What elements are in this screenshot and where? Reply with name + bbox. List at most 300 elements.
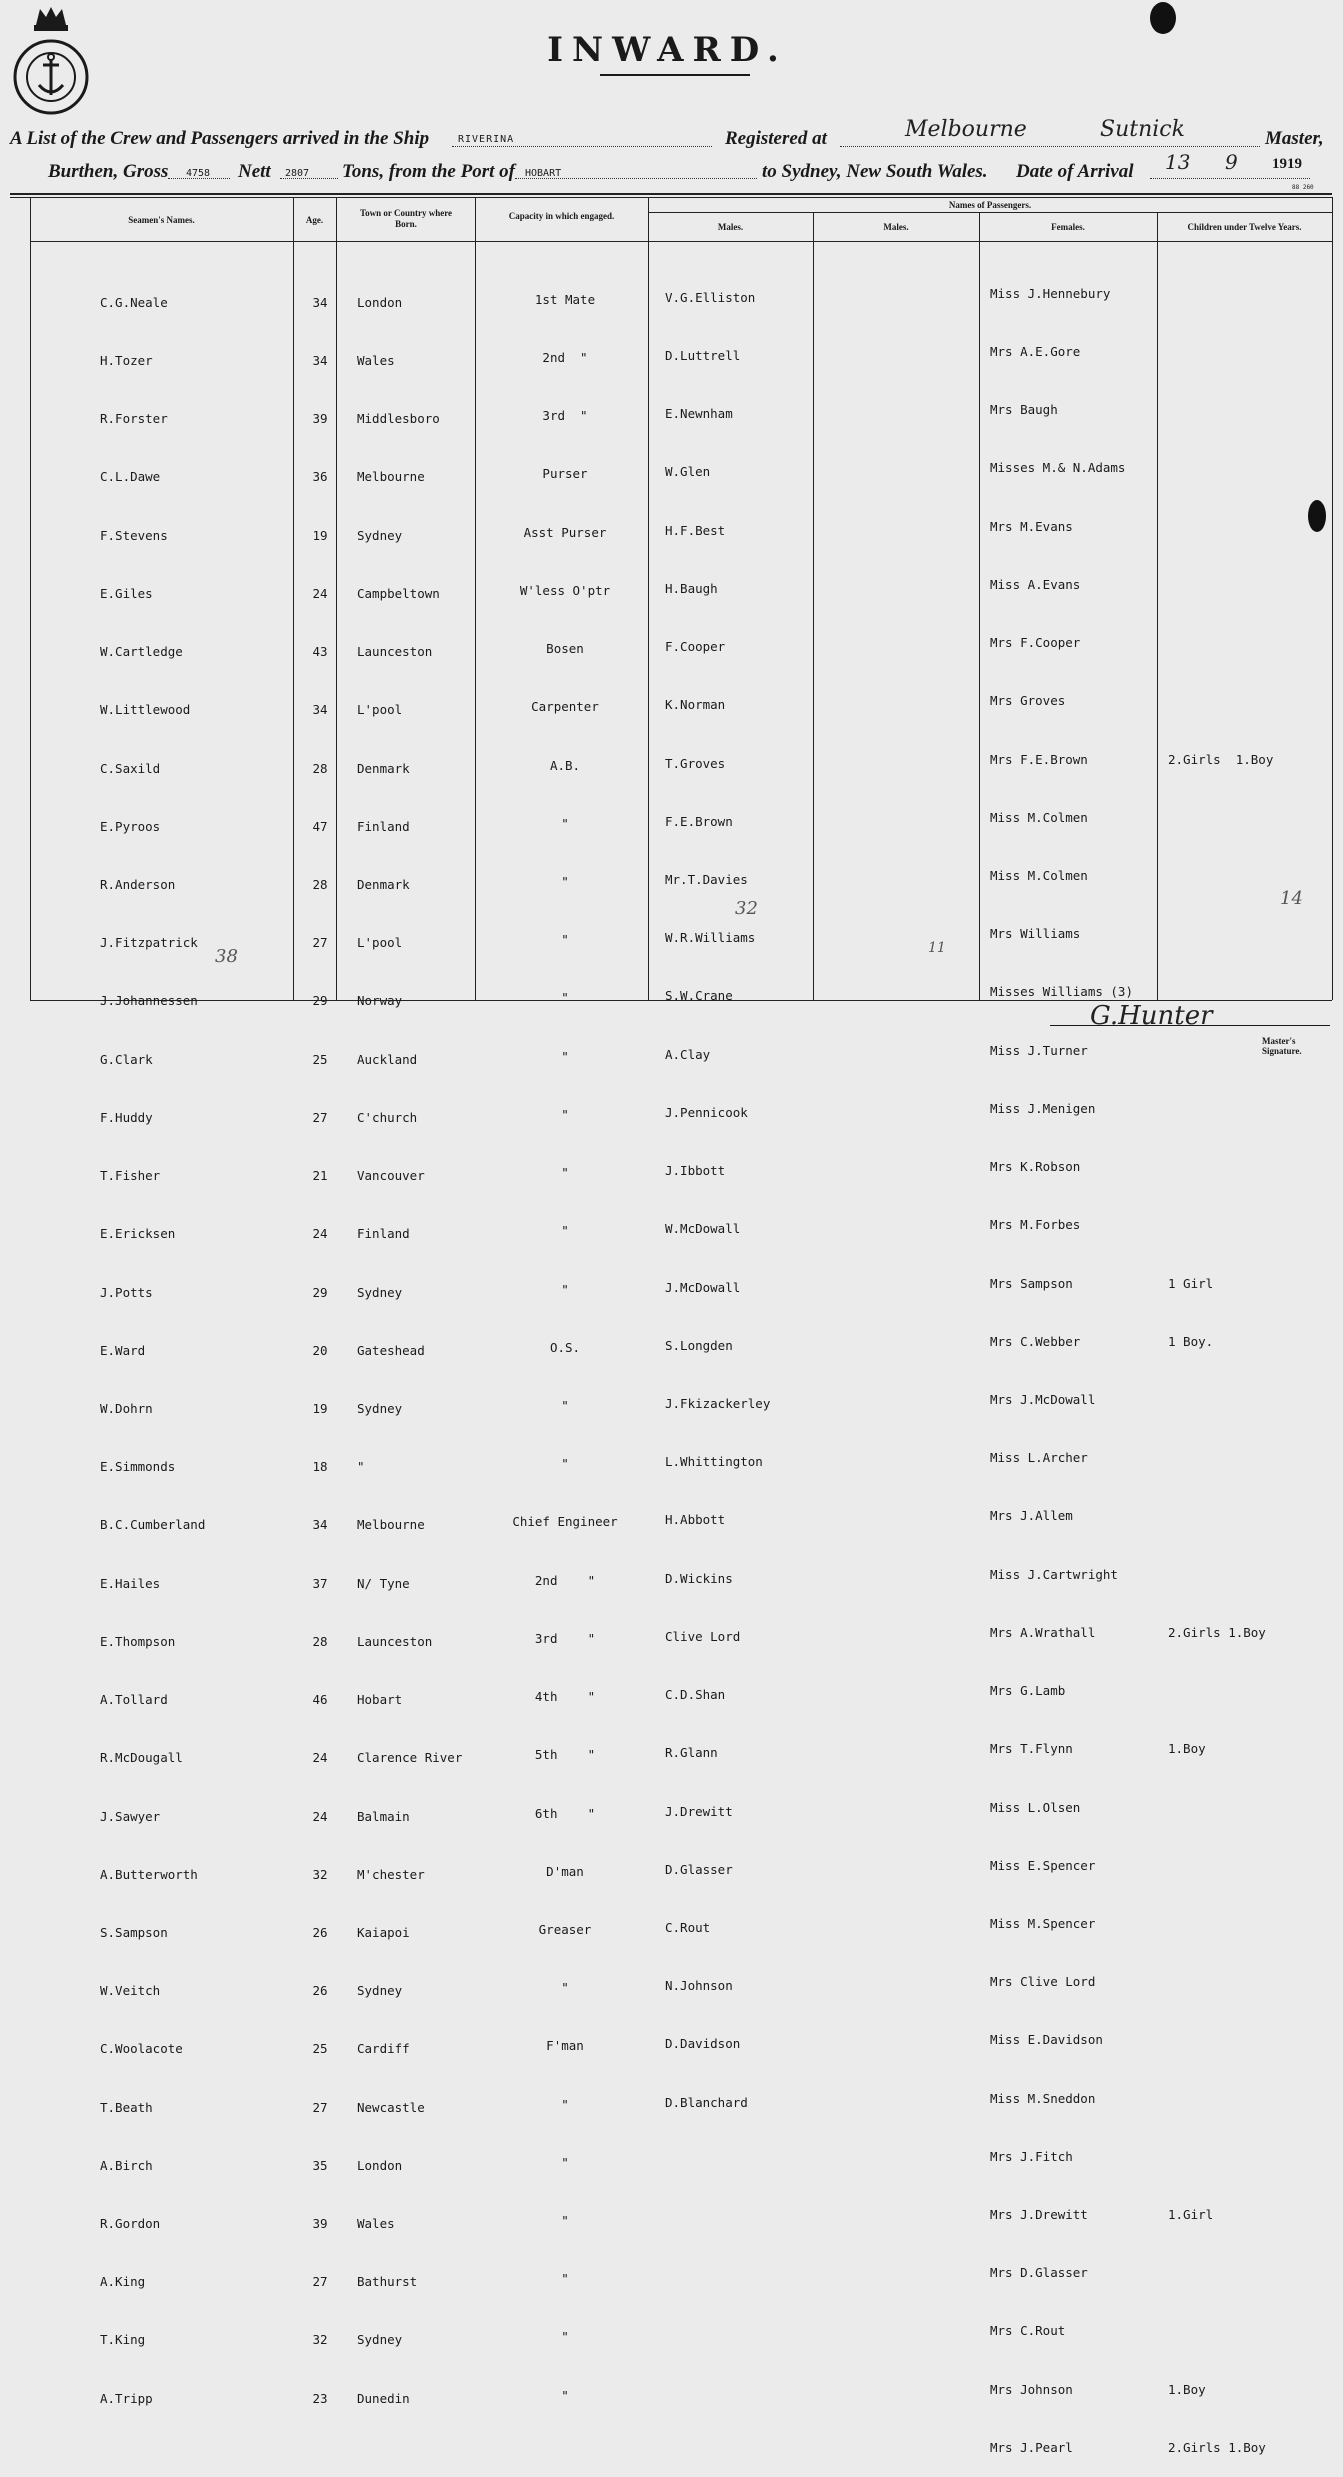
children-entry: 1.Boy [1168,1741,1206,1757]
children-entry [1168,458,1343,477]
crew-town: Auckland [357,1051,418,1067]
crew-town: Sydney [357,1983,403,1999]
female-passenger: Miss J.Cartwright [990,1566,1118,1582]
crew-name: R.Gordon [100,2216,161,2232]
crew-name: J.Potts [100,1284,153,1300]
crew-age: 27 [312,935,328,951]
crew-name: C.G.Neale [100,294,168,310]
crew-age: 19 [312,527,328,543]
female-passenger: Mrs Johnson [990,2381,1073,2397]
crew-age: 27 [312,2099,328,2115]
female-passenger: Miss M.Colmen [990,868,1088,883]
crew-age: 24 [312,1808,328,1824]
crew-capacity: Carpenter [531,699,599,715]
crew-capacity: Purser [542,466,588,482]
children-entry [1168,866,1343,885]
crew-town: London [357,2157,403,2173]
crew-capacity: " [561,2271,569,2287]
crew-name: F.Huddy [100,1109,153,1125]
male-passenger: W.R.Williams [665,930,756,946]
crew-town: Wales [357,2216,395,2232]
children-entry: 1.Girl [1168,2207,1214,2223]
crew-town: L'pool [357,935,403,951]
female-passenger: Mrs A.E.Gore [990,344,1081,360]
children-entry [1168,633,1343,652]
crew-age: 19 [312,1400,328,1416]
female-passenger: Miss J.Turner [990,1042,1088,1058]
children-entry [1168,1798,1343,1817]
crew-age: 29 [312,1284,328,1300]
crew-name: T.Fisher [100,1168,161,1184]
male-passenger: D.Luttrell [665,348,741,364]
passenger-header-rule [648,212,1332,213]
female-passenger: Miss J.Hennebury [990,285,1111,301]
signature-label: Master's Signature. [1262,1036,1302,1056]
crew-age: 35 [312,2157,328,2173]
crew-town: Finland [357,818,410,834]
crew-town: Norway [357,993,403,1009]
female-passenger: Mrs J.McDowall [990,1391,1096,1407]
crew-ages-column [305,254,335,2428]
crew-capacity: " [561,2387,569,2403]
crew-age: 36 [312,469,328,485]
crew-name: G.Clark [100,1051,153,1067]
crew-town: Denmark [357,760,410,776]
crew-age: 20 [312,1342,328,1358]
arrival-year: 1919 [1272,156,1302,172]
female-passenger: Mrs C.Webber [990,1333,1081,1349]
children-entry [1168,1681,1343,1700]
from-port: HOBART [525,168,562,179]
male-passenger: H.F.Best [665,522,726,538]
female-passenger: Mrs Baugh [990,402,1058,418]
crew-capacity: 5th " [534,1747,596,1763]
crew-name: T.Beath [100,2099,153,2115]
crew-town: London [357,294,403,310]
female-passenger: Miss L.Archer [990,1450,1088,1466]
female-passenger: Miss E.Davidson [990,2032,1103,2048]
female-passenger: Mrs M.Forbes [990,1217,1081,1233]
crew-name: J.Johannessen [100,993,198,1009]
children-entry [1168,2030,1343,2049]
crew-capacity: " [561,1223,569,1239]
crew-age: 25 [312,1051,328,1067]
crew-age: 23 [312,2390,328,2406]
crew-capacity: A.B. [549,757,581,773]
crew-capacity: " [561,2329,569,2345]
crew-capacity: " [561,932,569,948]
children-column [1160,245,1343,2477]
male-passenger: T.Groves [665,755,726,771]
crew-name: H.Tozer [100,353,153,369]
children-entry [1168,1157,1343,1176]
children-entry [1168,1215,1343,1234]
children-entry [1168,1390,1343,1409]
crew-name: J.Fitzpatrick [100,935,198,951]
female-passenger: Mrs J.Drewitt [990,2207,1088,2223]
female-passenger: Mrs J.Pearl [990,2439,1073,2455]
gross-tons: 4758 [186,168,211,179]
pencil-count-crew: 38 [215,946,238,967]
crew-capacity-column [485,251,645,2425]
crew-towns-column [357,254,477,2428]
crew-age: 28 [312,760,328,776]
crew-age: 26 [312,1983,328,1999]
crew-town: Sydney [357,1284,403,1300]
male-passenger: D.Blanchard [665,2094,748,2110]
crew-age: 18 [312,1459,328,1475]
crew-age: 26 [312,1924,328,1940]
header-age: Age. [305,215,324,225]
crew-age: 24 [312,1226,328,1242]
female-passenger: Mrs T.Flynn [990,1741,1073,1757]
children-entry: 2.Girls 1.Boy [1168,1624,1266,1640]
crew-name: B.C.Cumberland [100,1517,206,1533]
crew-age: 27 [312,1109,328,1125]
arrival-month: 9 [1225,150,1238,174]
male-passengers-column [665,249,815,2131]
crew-town: Denmark [357,877,410,892]
crew-town: Newcastle [357,2099,425,2115]
female-passenger: Miss M.Sneddon [990,2090,1096,2106]
crew-capacity: 2nd " [542,350,588,366]
crew-capacity: 2nd " [534,1572,596,1588]
crew-age: 43 [312,644,328,660]
children-entry: 1 Boy. [1168,1333,1214,1349]
crew-town: Finland [357,1226,410,1242]
crew-age: 34 [312,353,328,369]
children-entry [1168,2147,1343,2166]
crew-age: 32 [312,2332,328,2348]
crew-town: Melbourne [357,469,425,485]
children-entry [1168,517,1343,536]
form-code: 88 260 [1292,184,1314,191]
crew-capacity: " [561,2213,569,2229]
master-name-handwritten: Sutnick [1100,117,1185,142]
crew-town: Balmain [357,1808,410,1824]
crew-age: 29 [312,993,328,1009]
crew-town: Cardiff [357,2041,410,2057]
header-line-1-label: A List of the Crew and Passengers arrived in the Ship [10,128,430,149]
crew-capacity: 6th " [534,1805,596,1821]
children-entry [1168,342,1343,361]
header-females: Females. [1051,222,1085,232]
children-entry [1168,1448,1343,1467]
female-passenger: Mrs Groves [990,693,1066,709]
children-entry [1168,2321,1343,2340]
crew-name: T.King [100,2332,146,2348]
crew-name: E.Thompson [100,1633,176,1649]
crew-name: R.McDougall [100,1750,183,1766]
crew-town: Dunedin [357,2390,410,2406]
children-entry [1168,575,1343,594]
crew-capacity: F'man [546,2038,584,2054]
crew-name: A.Tollard [100,1692,168,1708]
crew-age: 34 [312,1517,328,1533]
crew-age: 32 [312,1866,328,1882]
crew-town: Sydney [357,527,403,543]
crew-capacity: " [561,1397,569,1413]
crew-name: E.Hailes [100,1575,161,1591]
arrival-label: Date of Arrival [1016,161,1134,182]
ship-field-line [452,146,712,147]
crew-capacity: 3rd " [534,1630,596,1646]
male-passenger: J.Pennicook [665,1104,748,1120]
male-passenger: F.Cooper [665,639,726,655]
male-passenger: J.Drewitt [665,1803,733,1819]
crew-age: 34 [312,702,328,718]
male-passenger: J.Ibbott [665,1163,726,1179]
female-passenger: Miss M.Colmen [990,809,1088,825]
female-passenger: Miss A.Evans [990,576,1081,592]
male-passenger: W.Glen [665,464,711,480]
crew-town: L'pool [357,702,403,718]
crew-town: Launceston [357,1633,433,1649]
male-passenger: H.Abbott [665,1512,726,1528]
header-names-of-passengers: Names of Passengers. [948,200,1032,210]
crew-town: Melbourne [357,1517,425,1533]
children-entry [1168,924,1343,943]
children-entry: 2.Girls 1.Boy [1168,2439,1266,2455]
crew-capacity: Chief Engineer [512,1514,618,1530]
pencil-count-males: 32 [735,898,758,919]
children-entry [1168,1856,1343,1875]
col-rule-2 [336,197,337,1000]
children-entry [1168,808,1343,827]
children-entry [1168,2089,1343,2108]
female-passenger: Mrs Williams [990,926,1081,942]
female-passengers-column [990,245,1160,2477]
crew-town: C'church [357,1109,418,1125]
children-entry: 2.Girls 1.Boy [1168,751,1274,767]
male-passenger: N.Johnson [665,1978,733,1994]
crew-age: 21 [312,1168,328,1184]
male-passenger: C.Rout [665,1919,711,1935]
crew-name: A.Birch [100,2157,153,2173]
crew-name: E.Ward [100,1342,146,1358]
male-passenger: K.Norman [665,697,726,713]
crew-age: 27 [312,2274,328,2290]
male-passenger: S.Longden [665,1337,733,1353]
crew-capacity: " [561,815,569,831]
crew-age: 28 [312,1633,328,1649]
male-passenger: Mr.T.Davies [665,872,748,887]
male-passenger: S.W.Crane [665,988,733,1004]
arrival-field-line [1150,178,1310,179]
crew-name: W.Dohrn [100,1400,153,1416]
crew-capacity: " [561,1456,569,1472]
male-passenger: D.Davidson [665,2036,741,2052]
master-label: Master, [1265,128,1324,149]
crew-age: 34 [312,294,328,310]
ship-name: RIVERINA [458,134,515,145]
female-passenger: Mrs G.Lamb [990,1683,1066,1699]
header-children: Children under Twelve Years. [1187,222,1302,232]
crew-town: Wales [357,353,395,369]
pencil-count-children: 14 [1280,888,1303,909]
crew-capacity: W'less O'ptr [519,582,611,598]
male-passenger: Clive Lord [665,1628,741,1644]
crew-capacity: Greaser [538,1921,592,1937]
crew-capacity: " [561,1048,569,1064]
children-entry [1168,982,1343,1001]
table-top-rule [10,193,1332,195]
children-entry [1168,2263,1343,2282]
crew-town: Middlesboro [357,411,440,427]
crew-capacity: " [561,874,569,889]
male-passenger: L.Whittington [665,1454,763,1470]
crew-name: W.Veitch [100,1983,161,1999]
female-passenger: Mrs C.Rout [990,2323,1066,2339]
crew-town: " [357,1459,365,1475]
male-passenger: J.Fkizackerley [665,1395,771,1411]
crew-name: A.King [100,2274,146,2290]
pencil-count-females: 11 [928,940,946,956]
title-underline [600,74,750,76]
crew-age: 47 [312,818,328,834]
children-entry [1168,691,1343,710]
header-males: Males. [717,222,744,232]
header-bottom-rule [30,241,1332,242]
crew-name: R.Forster [100,411,168,427]
female-passenger: Mrs F.E.Brown [990,751,1088,767]
crew-age: 25 [312,2041,328,2057]
crew-name: E.Ericksen [100,1226,176,1242]
crew-capacity: D'man [546,1863,584,1879]
crew-name: C.Woolacote [100,2041,183,2057]
crew-name: E.Simmonds [100,1459,176,1475]
nett-tons: 2807 [285,168,310,179]
male-passenger: R.Glann [665,1745,718,1761]
crew-town: Kaiapoi [357,1924,410,1940]
female-passenger: Mrs K.Robson [990,1159,1081,1175]
female-passenger: Misses M.& N.Adams [990,460,1126,476]
crew-capacity: 1st Mate [534,291,596,307]
crew-capacity: " [561,990,569,1006]
male-passenger: D.Glasser [665,1861,733,1877]
crew-capacity: " [561,2096,569,2112]
table-top-rule-2 [10,197,1332,198]
crew-town: Clarence River [357,1750,463,1766]
female-passenger: Mrs J.Fitch [990,2148,1073,2164]
crew-capacity: 3rd " [542,408,588,424]
col-rule-4 [648,197,649,1000]
crew-name: A.Butterworth [100,1866,198,1882]
crew-age: 24 [312,585,328,601]
female-passenger: Mrs Clive Lord [990,1974,1096,1990]
header-town: Town or Country where Born. [359,208,453,229]
crew-capacity: O.S. [549,1339,581,1355]
col-rule-0 [30,197,31,1000]
male-passenger: F.E.Brown [665,813,733,829]
children-entry [1168,1099,1343,1118]
nett-label: Nett [238,161,271,182]
burthen-label: Burthen, Gross [48,161,169,182]
male-passenger: J.McDowall [665,1279,741,1295]
crew-capacity: Bosen [546,641,584,657]
crew-name: W.Littlewood [100,702,191,718]
crew-name: A.Tripp [100,2390,153,2406]
female-passenger: Misses Williams (3) [990,984,1133,1000]
crew-capacity: " [561,1165,569,1181]
crew-town: M'chester [357,1866,425,1882]
col-rule-6 [979,212,980,1000]
male-passenger: D.Wickins [665,1570,733,1586]
female-passenger: Mrs J.Allem [990,1508,1073,1524]
children-entry [1168,284,1343,303]
crew-capacity: Asst Purser [523,524,607,540]
registered-port-handwritten: Melbourne [905,117,1027,142]
male-passenger: C.D.Shan [665,1687,726,1703]
male-passenger: W.McDowall [665,1221,741,1237]
master-signature: G.Hunter [1090,1001,1213,1031]
female-passenger: Mrs Sampson [990,1275,1073,1291]
crew-capacity: 4th " [534,1689,596,1705]
registered-label: Registered at [725,128,827,149]
male-passenger: A.Clay [665,1046,711,1062]
children-entry [1168,1914,1343,1933]
crew-name: E.Pyroos [100,818,161,834]
crew-town: Gateshead [357,1342,425,1358]
crew-age: 39 [312,411,328,427]
crew-name: R.Anderson [100,877,176,892]
crew-name: C.Saxild [100,760,161,776]
crew-age: 39 [312,2216,328,2232]
crew-capacity: " [561,1106,569,1122]
crew-town: Sydney [357,1400,403,1416]
crew-age: 46 [312,1692,328,1708]
crew-name: C.L.Dawe [100,469,161,485]
arrival-day: 13 [1165,150,1191,174]
crew-town: Launceston [357,644,433,660]
crew-name: J.Sawyer [100,1808,161,1824]
crew-age: 28 [312,877,328,892]
crew-name: F.Stevens [100,527,168,543]
female-passenger: Mrs A.Wrathall [990,1624,1096,1640]
female-passenger: Miss L.Olsen [990,1799,1081,1815]
crew-name: S.Sampson [100,1924,168,1940]
children-entry [1168,1972,1343,1991]
crew-town: Sydney [357,2332,403,2348]
children-entry [1168,1565,1343,1584]
crew-town: Bathurst [357,2274,418,2290]
crew-town: Vancouver [357,1168,425,1184]
crew-town: Hobart [357,1692,403,1708]
female-passenger: Mrs F.Cooper [990,635,1081,651]
female-passenger: Mrs D.Glasser [990,2265,1088,2281]
destination-label: to Sydney, New South Wales. [762,161,988,182]
female-passenger: Mrs M.Evans [990,518,1073,534]
crew-names-column [100,254,300,2428]
port-label: Tons, from the Port of [342,161,515,182]
crew-capacity: " [561,1980,569,1996]
female-passenger: Miss M.Spencer [990,1915,1096,1931]
header-capacity: Capacity in which engaged. [508,211,615,221]
female-passenger: Miss J.Menigen [990,1100,1096,1116]
crew-town: N/ Tyne [357,1575,410,1591]
crew-age: 37 [312,1575,328,1591]
male-passenger: H.Baugh [665,580,718,596]
crew-name: W.Cartledge [100,644,183,660]
children-entry [1168,1506,1343,1525]
crew-age: 24 [312,1750,328,1766]
female-passenger: Miss E.Spencer [990,1857,1096,1873]
crew-town: Campbeltown [357,585,440,601]
header-males-2: Males. [883,222,909,232]
male-passenger: V.G.Elliston [665,289,756,305]
crew-name: E.Giles [100,585,153,601]
crew-capacity: " [561,1281,569,1297]
